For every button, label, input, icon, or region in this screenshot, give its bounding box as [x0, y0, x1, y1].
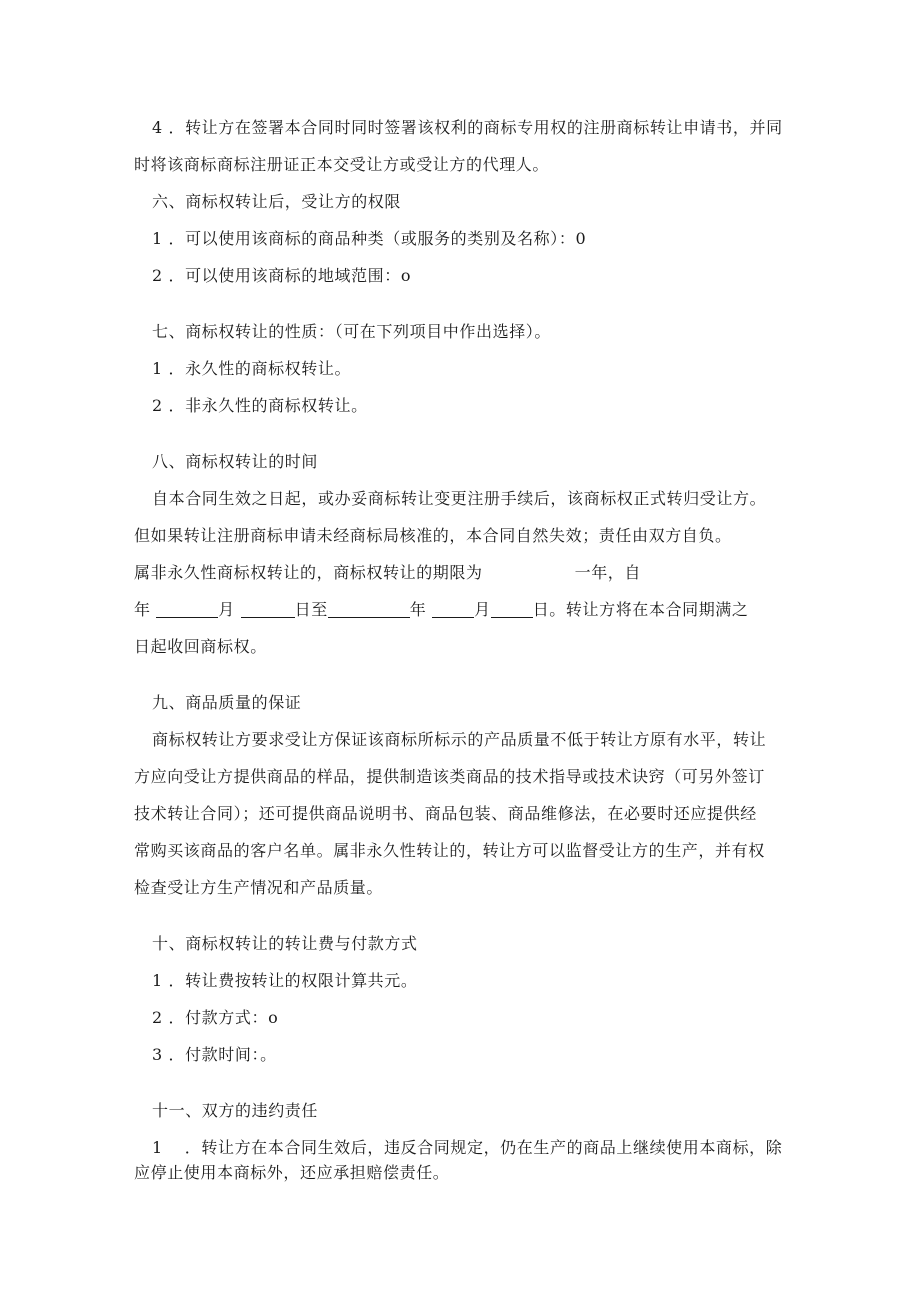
- month-blank-2[interactable]: [432, 601, 474, 618]
- month-label-2: 月: [474, 600, 491, 619]
- day-label-2-tail: 日。转让方将在本合同期满之: [532, 600, 749, 619]
- clause-4-line-2: 时将该商标商标注册证正本交受让方或受让方的代理人。: [134, 155, 550, 174]
- section-11-item-1-text: ．转让方在本合同生效后，违反合同规定，仍在生产的商品上继续使用本商标，除: [184, 1138, 783, 1157]
- section-11-item-1-number: 1: [152, 1138, 163, 1157]
- term-text: 属非永久性商标权转让的，商标权转让的期限为: [134, 563, 483, 582]
- section-10-item-3: 3 ．付款时间：。: [152, 1045, 277, 1064]
- section-8-para-2-line-3: 日起收回商标权。: [134, 637, 267, 656]
- section-11-heading: 十一、双方的违约责任: [152, 1101, 319, 1120]
- section-10-heading: 十、商标权转让的转让费与付款方式: [152, 934, 418, 953]
- year-label-2: 年: [409, 600, 427, 619]
- section-9-line-4: 常购买该商品的客户名单。属非永久性转让的，转让方可以监督受让方的生产，并有权: [134, 841, 765, 860]
- section-10-item-1: 1 ．转让费按转让的权限计算共元。: [152, 971, 418, 990]
- section-9-heading: 九、商品质量的保证: [152, 693, 302, 712]
- month-blank-1[interactable]: [156, 601, 218, 618]
- section-9-line-5: 检查受让方生产情况和产品质量。: [134, 878, 384, 897]
- section-6-item-2: 2 ．可以使用该商标的地域范围：o: [152, 266, 412, 285]
- section-9-line-2: 方应向受让方提供商品的样品，提供制造该类商品的技术指导或技术诀窍（可另外签订: [134, 767, 765, 786]
- month-label-1: 月: [218, 600, 235, 619]
- section-6-item-1: 1 ．可以使用该商标的商品种类（或服务的类别及名称）：0: [152, 229, 587, 248]
- section-10-item-2: 2 ．付款方式：o: [152, 1008, 279, 1027]
- section-8-para-1-line-2: 但如果转让注册商标申请未经商标局核准的，本合同自然失效；责任由双方自负。: [134, 526, 732, 545]
- section-11-item-1-line-2: 应停止使用本商标外，还应承担赔偿责任。: [134, 1163, 450, 1182]
- section-7-heading: 七、商标权转让的性质：（可在下列项目中作出选择）。: [152, 322, 552, 341]
- day-blank-1[interactable]: [241, 601, 295, 618]
- section-9-line-1: 商标权转让方要求受让方保证该商标所标示的产品质量不低于转让方原有水平，转让: [152, 730, 767, 749]
- year-blank-2[interactable]: [328, 601, 410, 618]
- section-11-item-1-line-1: [152, 1137, 782, 1159]
- term-years-text: 一年，自: [574, 563, 642, 582]
- clause-4-line-1: 4 ．转让方在签署本合同时同时签署该权利的商标专用权的注册商标转让申请书，并同: [152, 118, 783, 137]
- section-6-heading: 六、商标权转让后，受让方的权限: [152, 192, 402, 211]
- section-8-para-2-line-1: [134, 562, 641, 584]
- section-7-item-2: 2 ．非永久性的商标权转让。: [152, 396, 368, 415]
- section-8-date-line: [134, 599, 749, 621]
- section-8-para-1-line-1: 自本合同生效之日起，或办妥商标转让变更注册手续后，该商标权正式转归受让方。: [152, 489, 767, 508]
- section-7-item-1: 1 ．永久性的商标权转让。: [152, 359, 352, 378]
- day-blank-2[interactable]: [491, 601, 533, 618]
- day-label-1: 日至: [294, 600, 328, 619]
- section-9-line-3: 技术转让合同）；还可提供商品说明书、商品包装、商品维修法，在必要时还应提供经: [134, 804, 757, 823]
- year-label-1: 年: [134, 600, 151, 619]
- section-8-heading: 八、商标权转让的时间: [152, 452, 319, 471]
